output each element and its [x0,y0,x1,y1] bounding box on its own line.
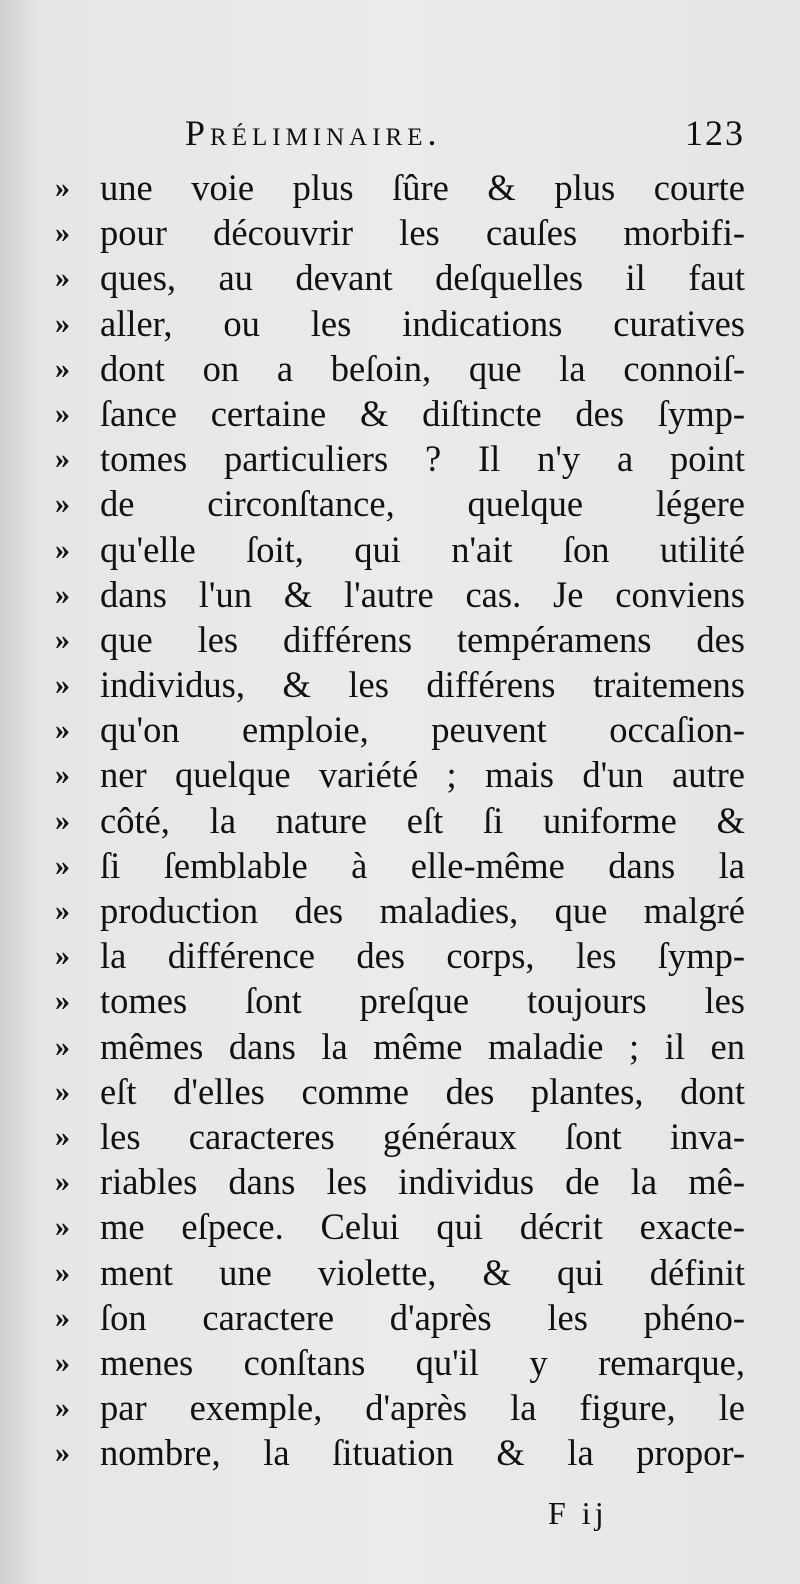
page-number: 123 [685,113,745,153]
line-text: tomes particuliers ? Il n'y a point [100,438,745,480]
quotation-mark: » [55,487,70,521]
line-text: production des maladies, que malgré [100,890,745,931]
quotation-mark: » [55,939,70,973]
line-text: eſt d'elles comme des plantes, dont [100,1070,745,1112]
text-line [55,1430,745,1475]
line-text: tomes ſont preſque toujours les [100,980,745,1022]
body-text [55,165,745,1475]
text-line [55,1340,745,1385]
text-line [55,346,745,391]
text-line [55,1069,745,1114]
text-line [55,1204,745,1249]
quotation-mark: » [55,1391,70,1425]
line-text: aller, ou les indications curatives [100,302,745,344]
text-line [55,301,745,346]
line-text: par exemple, d'après la figure, le [100,1387,745,1429]
quotation-mark: » [55,577,70,611]
quotation-mark: » [55,758,70,792]
line-text: dont on a beſoin, que la connoiſ- [100,347,745,389]
text-line [55,572,745,617]
line-text: ſon caractere d'après les phéno- [100,1296,745,1338]
quotation-mark: » [55,1300,70,1334]
text-line [55,707,745,752]
quotation-mark: » [55,1029,70,1063]
quotation-mark: » [55,668,70,702]
quotation-mark: » [55,1119,70,1153]
line-text: les caracteres généraux ſont inva- [100,1115,745,1157]
line-text: individus, & les différens traitemens [100,664,745,706]
line-text: nombre, la ſituation & la propor- [100,1432,745,1474]
line-text: mêmes dans la même maladie ; il en [100,1025,745,1067]
line-text: de circonſtance, quelque légere [100,483,745,525]
text-line [55,1159,745,1204]
quotation-mark: » [55,532,70,566]
quotation-mark: » [55,1165,70,1199]
text-line [55,978,745,1023]
quotation-mark: » [55,1255,70,1289]
quotation-mark: » [55,1210,70,1244]
line-text: qu'elle ſoit, qui n'ait ſon utilité [100,528,745,570]
line-text: ſance certaine & diſtincte des ſymp- [100,392,745,434]
line-text: pour découvrir les cauſes morbifi- [100,212,745,254]
quotation-mark: » [55,1345,70,1379]
text-line [55,255,745,300]
line-text: ment une violette, & qui définit [100,1251,745,1293]
text-line [55,843,745,888]
text-line [55,888,745,933]
text-line [55,1250,745,1295]
text-line [55,165,745,210]
line-text: qu'on emploie, peuvent occaſion- [100,709,745,751]
text-line [55,1295,745,1340]
line-text: ner quelque variété ; mais d'un autre [100,754,745,796]
text-line [55,1385,745,1430]
text-line [55,798,745,843]
quotation-mark: » [55,1436,70,1470]
page-header [185,108,745,158]
text-line [55,1114,745,1159]
line-text: me eſpece. Celui qui décrit exacte- [100,1206,745,1248]
text-line [55,481,745,526]
line-text: que les différens tempéramens des [100,618,745,660]
line-text: une voie plus ſûre & plus courte [100,167,745,208]
quotation-mark: » [55,351,70,385]
quotation-mark: » [55,984,70,1018]
line-text: dans l'un & l'autre cas. Je conviens [100,573,745,615]
quotation-mark: » [55,216,70,250]
text-line [55,617,745,662]
quotation-mark: » [55,848,70,882]
text-line [55,752,745,797]
quotation-mark: » [55,442,70,476]
text-line [55,436,745,481]
text-line [55,1024,745,1069]
signature-mark: F ij [548,1495,608,1531]
text-line [55,527,745,572]
text-line [55,210,745,255]
quotation-mark: » [55,622,70,656]
line-text: la différence des corps, les ſymp- [100,935,745,977]
text-line [55,391,745,436]
quotation-mark: » [55,713,70,747]
text-line [55,662,745,707]
quotation-mark: » [55,306,70,340]
quotation-mark: » [55,803,70,837]
quotation-mark: » [55,261,70,295]
running-title: Préliminaire. [185,113,442,153]
quotation-mark: » [55,396,70,430]
line-text: ques, au devant deſquelles il faut [100,257,745,299]
line-text: riables dans les individus de la mê- [100,1161,745,1203]
line-text: côté, la nature eſt ſi uniforme & [100,799,745,841]
text-line [55,933,745,978]
line-text: ſi ſemblable à elle-même dans la [100,844,745,886]
quotation-mark: » [55,1074,70,1108]
line-text: menes conſtans qu'il y remarque, [100,1341,745,1383]
quotation-mark: » [55,171,70,204]
quotation-mark: » [55,894,70,927]
